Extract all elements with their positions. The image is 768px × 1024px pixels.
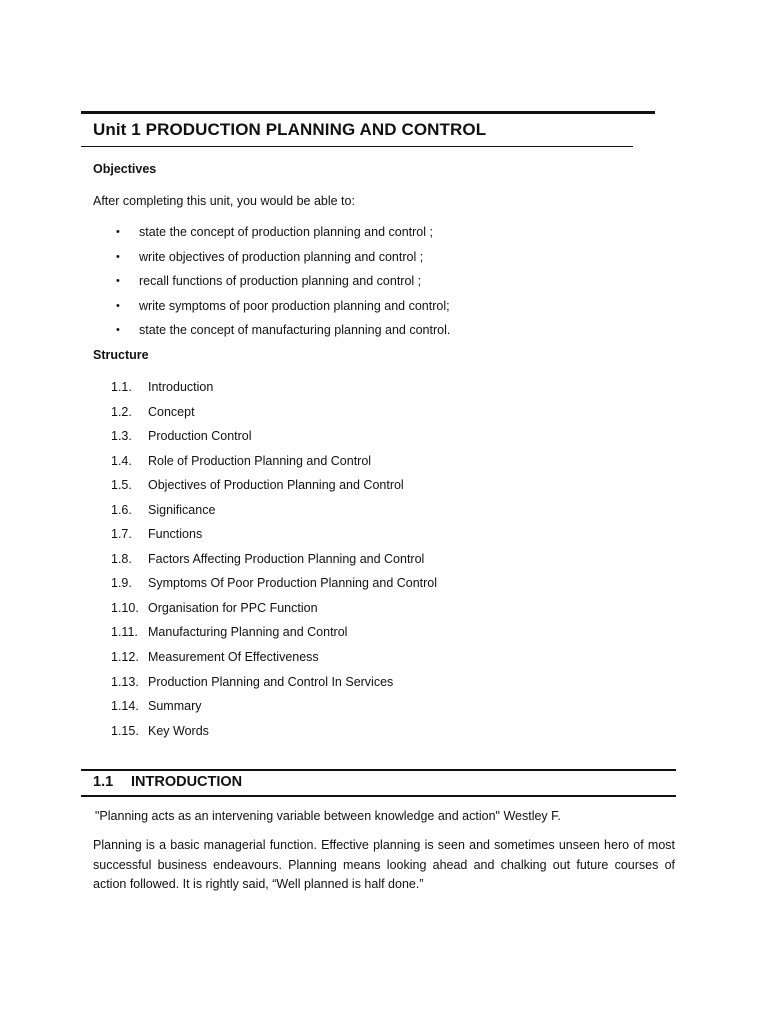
structure-item-label: Production Planning and Control In Services: [148, 674, 394, 689]
structure-item-label: Significance: [148, 502, 216, 517]
section-number: 1.1: [93, 774, 114, 790]
structure-item-number: 1.2.: [111, 404, 132, 419]
structure-item-number: 1.9.: [111, 576, 132, 591]
section-bottom-rule: [81, 795, 676, 797]
objectives-heading: Objectives: [93, 162, 157, 176]
structure-item-number: 1.12.: [111, 650, 139, 665]
structure-item-number: 1.13.: [111, 674, 139, 689]
bullet-icon: •: [116, 226, 120, 238]
structure-item-label: Functions: [148, 527, 203, 542]
structure-item-number: 1.3.: [111, 429, 132, 444]
structure-item-number: 1.14.: [111, 699, 139, 714]
structure-item-number: 1.11.: [111, 625, 138, 640]
structure-item-label: Objectives of Production Planning and Control: [148, 478, 404, 493]
structure-heading: Structure: [93, 348, 149, 362]
structure-item-number: 1.15.: [111, 723, 139, 738]
bullet-icon: •: [116, 324, 120, 336]
top-rule: [81, 111, 655, 114]
structure-item-number: 1.1.: [111, 380, 132, 394]
section-title: INTRODUCTION: [131, 774, 243, 790]
bullet-icon: •: [116, 250, 120, 263]
section-paragraph: Planning is a basic managerial function. Effective planning is seen and sometimes unseen hero of most successful business endeavours. Planning means looking ahead and chalking out future courses of action followed. It is rightly said, “Well planned is half done.”: [93, 838, 675, 891]
structure-item-label: Summary: [148, 699, 202, 714]
bullet-icon: •: [116, 275, 120, 287]
section-heading: [93, 774, 242, 790]
objective-text: write symptoms of poor production planning and control;: [139, 298, 450, 313]
title-underline: [81, 146, 633, 147]
structure-item-label: Symptoms Of Poor Production Planning and Control: [148, 576, 438, 591]
unit-title: Unit 1 PRODUCTION PLANNING AND CONTROL: [93, 120, 487, 139]
structure-item-label: Factors Affecting Production Planning and Control: [148, 551, 425, 566]
structure-item-label: Organisation for PPC Function: [148, 600, 318, 615]
objective-text: state the concept of manufacturing planning and control.: [139, 323, 451, 337]
objective-text: write objectives of production planning and control ;: [139, 249, 424, 264]
bullet-icon: •: [116, 299, 120, 312]
structure-item-label: Introduction: [148, 380, 214, 394]
section-top-rule: [81, 769, 676, 771]
structure-item-label: Production Control: [148, 429, 252, 444]
structure-item-label: Concept: [148, 404, 195, 419]
objective-text: recall functions of production planning and control ;: [139, 274, 422, 288]
structure-item-number: 1.5.: [111, 478, 132, 493]
structure-item-number: 1.6.: [111, 502, 132, 517]
structure-item-number: 1.7.: [111, 527, 132, 542]
objective-text: state the concept of production planning and control ;: [139, 225, 433, 239]
objectives-intro: After completing this unit, you would be able to:: [93, 194, 355, 208]
section-quote: "Planning acts as an intervening variable between knowledge and action" Westley F.: [95, 809, 561, 823]
structure-item-number: 1.4.: [111, 453, 132, 468]
structure-item-number: 1.10.: [111, 600, 139, 615]
structure-item-label: Key Words: [148, 723, 209, 738]
structure-item-number: 1.8.: [111, 551, 132, 566]
structure-item-label: Manufacturing Planning and Control: [148, 625, 348, 640]
structure-item-label: Measurement Of Effectiveness: [148, 650, 319, 665]
structure-item-label: Role of Production Planning and Control: [148, 453, 372, 468]
